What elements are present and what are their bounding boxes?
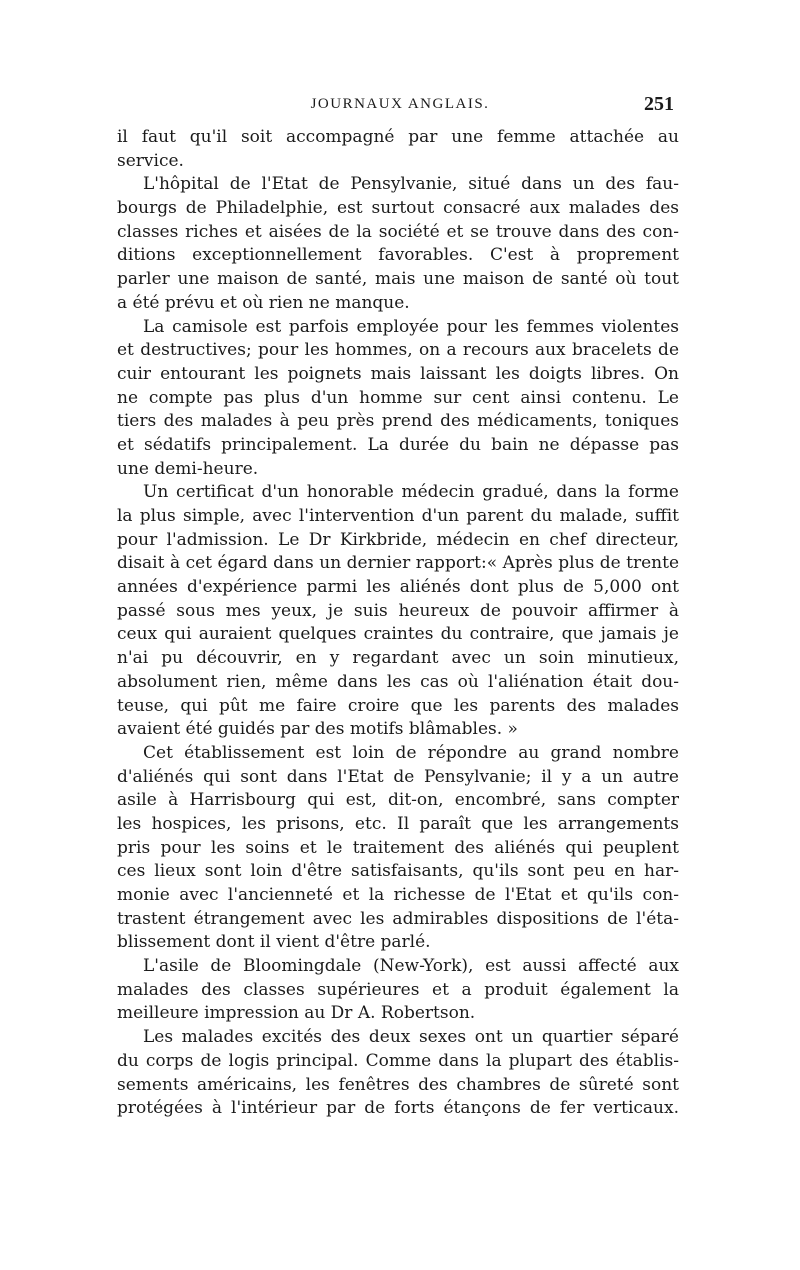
text-line: parler une maison de santé, mais une maison de santé où tout bbox=[117, 269, 679, 290]
text-line: sements américains, les fenêtres des chambres de sûreté sont bbox=[117, 1074, 679, 1095]
paragraph bbox=[117, 173, 679, 315]
text-line: a été prévu et où rien ne manque. bbox=[117, 292, 410, 313]
text-line: blissement dont il vient d'être parlé. bbox=[117, 932, 431, 953]
text-line: il faut qu'il soit accompagné par une femme attachée au bbox=[117, 127, 679, 147]
text-line: L'hôpital de l'Etat de Pensylvanie, situé dans un des fau- bbox=[143, 174, 679, 195]
text-line: n'ai pu découvrir, en y regardant avec un soin minutieux, bbox=[117, 648, 679, 669]
text-line: Les malades excités des deux sexes ont un quartier séparé bbox=[143, 1027, 679, 1048]
body-text bbox=[117, 126, 679, 1121]
running-title: JOURNAUX ANGLAIS. bbox=[310, 96, 490, 112]
text-line: bourgs de Philadelphie, est surtout consacré aux malades des bbox=[117, 198, 679, 219]
text-line: Un certificat d'un honorable médecin gradué, dans la forme bbox=[143, 482, 679, 503]
paragraph bbox=[117, 481, 679, 742]
text-line: malades des classes supérieures et a produit également la bbox=[117, 979, 679, 1000]
text-line: absolument rien, même dans les cas où l'aliénation était dou- bbox=[117, 671, 679, 692]
text-line: passé sous mes yeux, je suis heureux de pouvoir affirmer à bbox=[117, 600, 679, 621]
running-head bbox=[120, 92, 680, 116]
text-line: meilleure impression au Dr A. Robertson. bbox=[117, 1003, 476, 1024]
text-line: cuir entourant les poignets mais laissant les doigts libres. On bbox=[117, 363, 679, 384]
text-line: les hospices, les prisons, etc. Il paraît que les arrangements bbox=[117, 813, 679, 834]
text-line: et destructives; pour les hommes, on a recours aux bracelets de bbox=[117, 340, 679, 361]
page-number: 251 bbox=[644, 93, 674, 115]
text-line: ceux qui auraient quelques craintes du contraire, que jamais je bbox=[117, 624, 679, 645]
text-line: avaient été guidés par des motifs blâmables. » bbox=[117, 719, 518, 740]
paragraph bbox=[117, 126, 679, 173]
text-line: la plus simple, avec l'intervention d'un parent du malade, suffit bbox=[117, 506, 679, 526]
text-line: tiers des malades à peu près prend des médicaments, toniques bbox=[117, 411, 679, 432]
text-line: disait à cet égard dans un dernier rapport:« Après plus de trente bbox=[117, 553, 679, 574]
text-line: La camisole est parfois employée pour les femmes violentes bbox=[143, 316, 679, 337]
paragraph bbox=[117, 316, 679, 482]
text-line: service. bbox=[117, 150, 184, 171]
paragraph bbox=[117, 742, 679, 955]
text-line: L'asile de Bloomingdale (New-York), est aussi affecté aux bbox=[143, 956, 679, 977]
text-line: du corps de logis principal. Comme dans la plupart des établis- bbox=[117, 1050, 679, 1071]
text-line: classes riches et aisées de la société et se trouve dans des con- bbox=[117, 221, 679, 242]
text-line: teuse, qui pût me faire croire que les parents des malades bbox=[117, 695, 679, 716]
text-line: protégées à l'intérieur par de forts étançons de fer verticaux. bbox=[117, 1098, 679, 1119]
text-line: années d'expérience parmi les aliénés dont plus de 5,000 ont bbox=[117, 577, 679, 598]
text-line: d'aliénés qui sont dans l'Etat de Pensylvanie; il y a un autre bbox=[117, 766, 679, 787]
text-line: monie avec l'ancienneté et la richesse de l'Etat et qu'ils con- bbox=[117, 885, 679, 905]
text-line: pris pour les soins et le traitement des aliénés qui peuplent bbox=[117, 837, 679, 858]
text-line: Cet établissement est loin de répondre au grand nombre bbox=[143, 742, 679, 763]
text-line: et sédatifs principalement. La durée du bain ne dépasse pas bbox=[117, 434, 679, 455]
text-line: ditions exceptionnellement favorables. C'est à proprement bbox=[117, 245, 679, 266]
text-line: asile à Harrisbourg qui est, dit-on, encombré, sans compter bbox=[117, 790, 679, 811]
paragraph bbox=[117, 955, 679, 1026]
text-line: trastent étrangement avec les admirables dispositions de l'éta- bbox=[117, 908, 679, 929]
paragraph bbox=[117, 1026, 679, 1121]
text-line: pour l'admission. Le Dr Kirkbride, médecin en chef directeur, bbox=[117, 529, 679, 550]
text-line: ces lieux sont loin d'être satisfaisants, qu'ils sont peu en har- bbox=[117, 861, 679, 882]
text-line: ne compte pas plus d'un homme sur cent ainsi contenu. Le bbox=[117, 387, 679, 408]
text-line: une demi-heure. bbox=[117, 458, 259, 479]
